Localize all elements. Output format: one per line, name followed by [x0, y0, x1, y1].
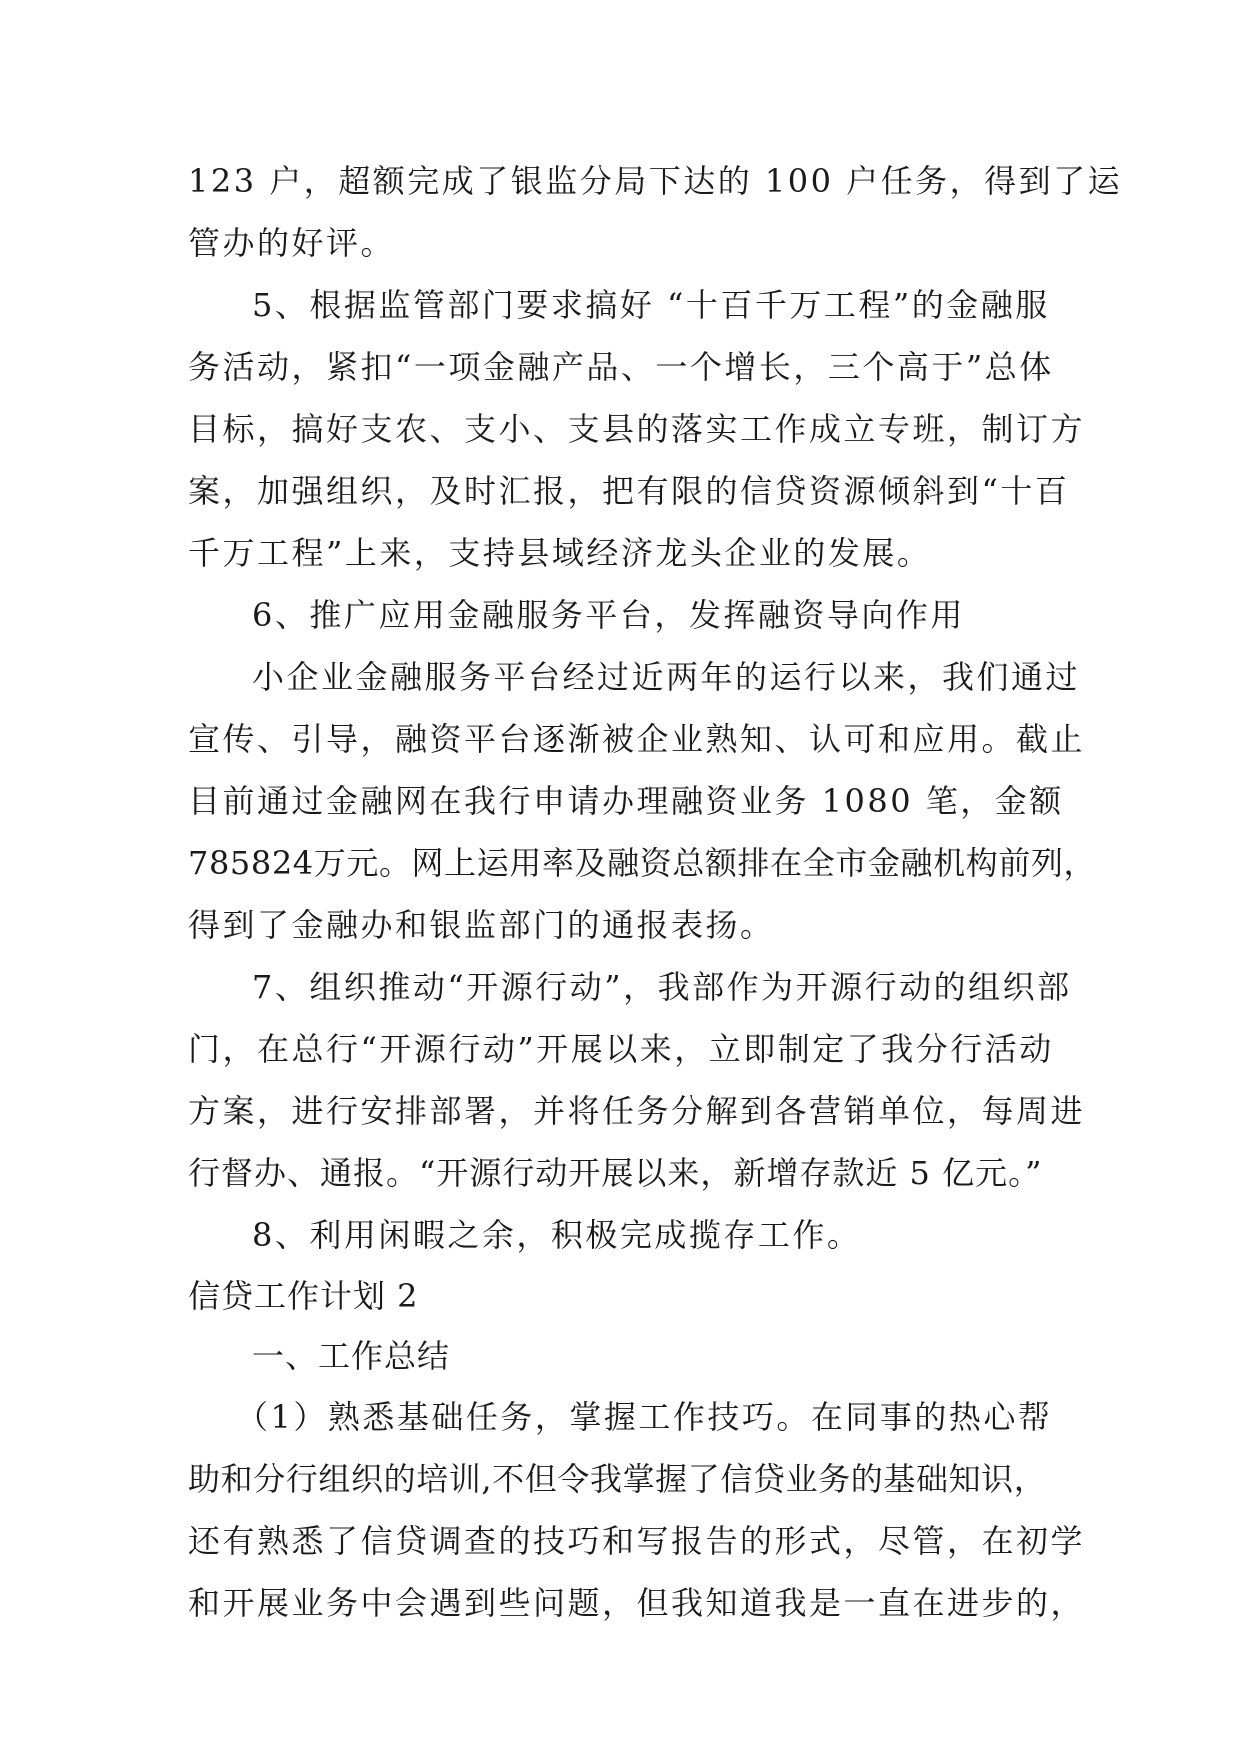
text-line: 方案，进行安排部署，并将任务分解到各营销单位，每周进 [188, 1092, 1086, 1130]
paragraph-summary-1 [188, 1386, 1086, 1634]
paragraph-continuation [188, 150, 1123, 274]
text-line: 案，加强组织，及时汇报，把有限的信贷资源倾斜到“十百 [188, 472, 1070, 510]
text-line: 宣传、引导，融资平台逐渐被企业熟知、认可和应用。截止 [188, 720, 1086, 758]
paragraph-item-7 [188, 956, 1086, 1204]
paragraph-platform [188, 646, 1097, 956]
text-line: 123 户，超额完成了银监分局下达的 100 户任务，得到了运 [188, 162, 1123, 200]
text-line: 助和分行组织的培训,不但令我掌握了信贷业务的基础知识， [188, 1460, 1047, 1498]
document-page [188, 150, 1123, 1634]
text-line: 小企业金融服务平台经过近两年的运行以来，我们通过 [252, 658, 1081, 696]
text-line: 务活动，紧扣“一项金融产品、一个增长，三个高于”总体 [188, 348, 1054, 386]
text-line: （1）熟悉基础任务，掌握工作技巧。在同事的热心帮 [236, 1398, 1053, 1436]
text-line: 目前通过金融网在我行申请办理融资业务 1080 笔，金额 [188, 782, 1064, 820]
paragraph-item-6 [188, 584, 1056, 646]
section-title: 信贷工作计划 2 [188, 1277, 419, 1315]
text-line: 785824万元。网上运用率及融资总额排在全市金融机构前列， [188, 844, 1097, 882]
text-line: 7、组织推动“开源行动”，我部作为开源行动的组织部 [252, 968, 1072, 1006]
subheading: 一、工作总结 [252, 1337, 451, 1375]
text-line: 门，在总行“开源行动”开展以来，立即制定了我分行活动 [188, 1030, 1054, 1068]
paragraph-item-5 [188, 274, 1086, 584]
text-line: 还有熟悉了信贷调查的技巧和写报告的形式，尽管，在初学 [188, 1522, 1086, 1560]
text-line: 行督办、通报。“开源行动开展以来，新增存款近 5 亿元。” [188, 1154, 1043, 1192]
text-line: 5、根据监管部门要求搞好 “十百千万工程”的金融服 [252, 286, 1050, 324]
text-line: 和开展业务中会遇到些问题，但我知道我是一直在进步的， [188, 1584, 1086, 1622]
text-line: 得到了金融办和银监部门的通报表扬。 [188, 906, 775, 944]
text-line: 6、推广应用金融服务平台，发挥融资导向作用 [252, 596, 965, 634]
text-line: 8、利用闲暇之余，积极完成揽存工作。 [252, 1216, 862, 1254]
text-line: 目标，搞好支农、支小、支县的落实工作成立专班，制订方 [188, 410, 1086, 448]
paragraph-item-8 [188, 1204, 1056, 1266]
text-line: 管办的好评。 [188, 224, 396, 262]
text-line: 千万工程”上来，支持县域经济龙头企业的发展。 [188, 534, 932, 572]
